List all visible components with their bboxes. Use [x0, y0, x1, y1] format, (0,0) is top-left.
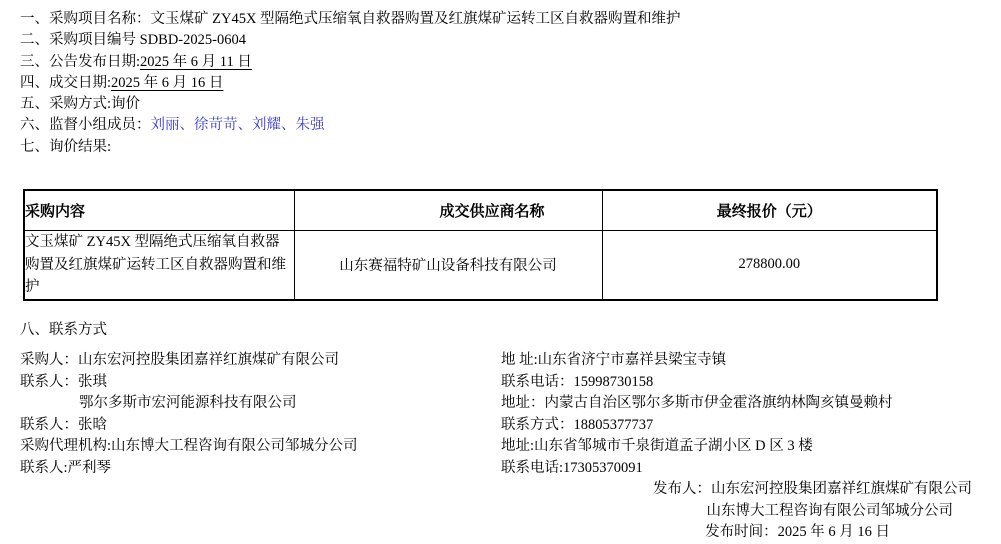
publish-date-line: 发布时间：2025 年 6 月 16 日: [705, 524, 890, 541]
agency-address-line: 地址:山东省邹城市千泉街道孟子湖小区 D 区 3 楼: [501, 438, 813, 455]
purchaser-line: 采购人：山东宏河控股集团嘉祥红旗煤矿有限公司: [20, 352, 339, 369]
header-winning-supplier: 成交供应商名称: [294, 190, 602, 231]
agency-line: 采购代理机构:山东博大工程咨询有限公司邹城分公司: [20, 438, 358, 455]
publisher-line-1: 发布人：山东宏河控股集团嘉祥红旗煤矿有限公司: [653, 481, 972, 498]
contact-person-1-line: 联系人：张琪: [20, 373, 107, 390]
cell-final-price: 278800.00: [602, 231, 937, 300]
second-company-phone-line: 联系方式：18805377737: [501, 416, 654, 433]
publisher-block: [20, 479, 972, 544]
contact-section-title: 八、联系方式: [20, 321, 107, 338]
purchaser-phone-line: 联系电话：15998730158: [501, 373, 654, 390]
project-name-line: 一、采购项目名称：文玉煤矿 ZY45X 型隔绝式压缩氧自救器购置及红旗煤矿运转工区自救器购置和维护: [20, 11, 681, 27]
cell-procurement-content: 文玉煤矿 ZY45X 型隔绝式压缩氧自救器购置及红旗煤矿运转工区自救器购置和维护: [24, 231, 294, 300]
contact-column-right: [501, 350, 1001, 479]
intro-list: [20, 9, 1001, 158]
cell-winning-supplier: 山东赛福特矿山设备科技有限公司: [294, 231, 602, 300]
second-company-line: 鄂尔多斯市宏河能源科技有限公司: [79, 395, 297, 412]
contact-person-2-line: 联系人：张晗: [20, 416, 107, 433]
supervision-group-line: [20, 115, 1001, 136]
project-number-line: 二、采购项目编号 SDBD-2025-0604: [20, 32, 246, 49]
procurement-method-line: 五、采购方式:询价: [20, 96, 141, 113]
agency-phone-line: 联系电话:17305370091: [501, 459, 643, 476]
inquiry-results-table: [23, 189, 938, 301]
header-final-price: 最终报价（元）: [602, 190, 937, 231]
deal-date-line: [20, 73, 1001, 94]
publisher-line-2: 山东博大工程咨询有限公司邹城分公司: [706, 502, 953, 519]
deal-date-label: 四、成交日期:: [20, 74, 112, 91]
second-company-address-line: 地址：内蒙古自治区鄂尔多斯市伊金霍洛旗纳林陶亥镇曼赖村: [501, 395, 893, 412]
announce-date-value: 2025 年 6 月 11 日: [140, 53, 252, 70]
contact-column-left: [20, 350, 501, 479]
deal-date-value: 2025 年 6 月 16 日: [111, 74, 224, 91]
purchaser-address-line: 地 址:山东省济宁市嘉祥县梁宝寺镇: [501, 352, 727, 369]
announce-date-line: [20, 52, 1001, 73]
table-header-row: [24, 190, 937, 231]
contact-person-3-line: 联系人:严利琴: [20, 459, 112, 476]
announce-date-label: 三、公告发布日期:: [20, 53, 141, 70]
table-row: [24, 231, 937, 300]
contact-columns: [20, 350, 1001, 479]
header-procurement-content: 采购内容: [24, 190, 294, 231]
supervision-group-label: 六、监督小组成员：: [20, 117, 151, 134]
supervision-group-members: 刘丽、徐苛苛、刘耀、朱强: [150, 117, 325, 134]
inquiry-result-line: 七、询价结果:: [20, 138, 112, 155]
